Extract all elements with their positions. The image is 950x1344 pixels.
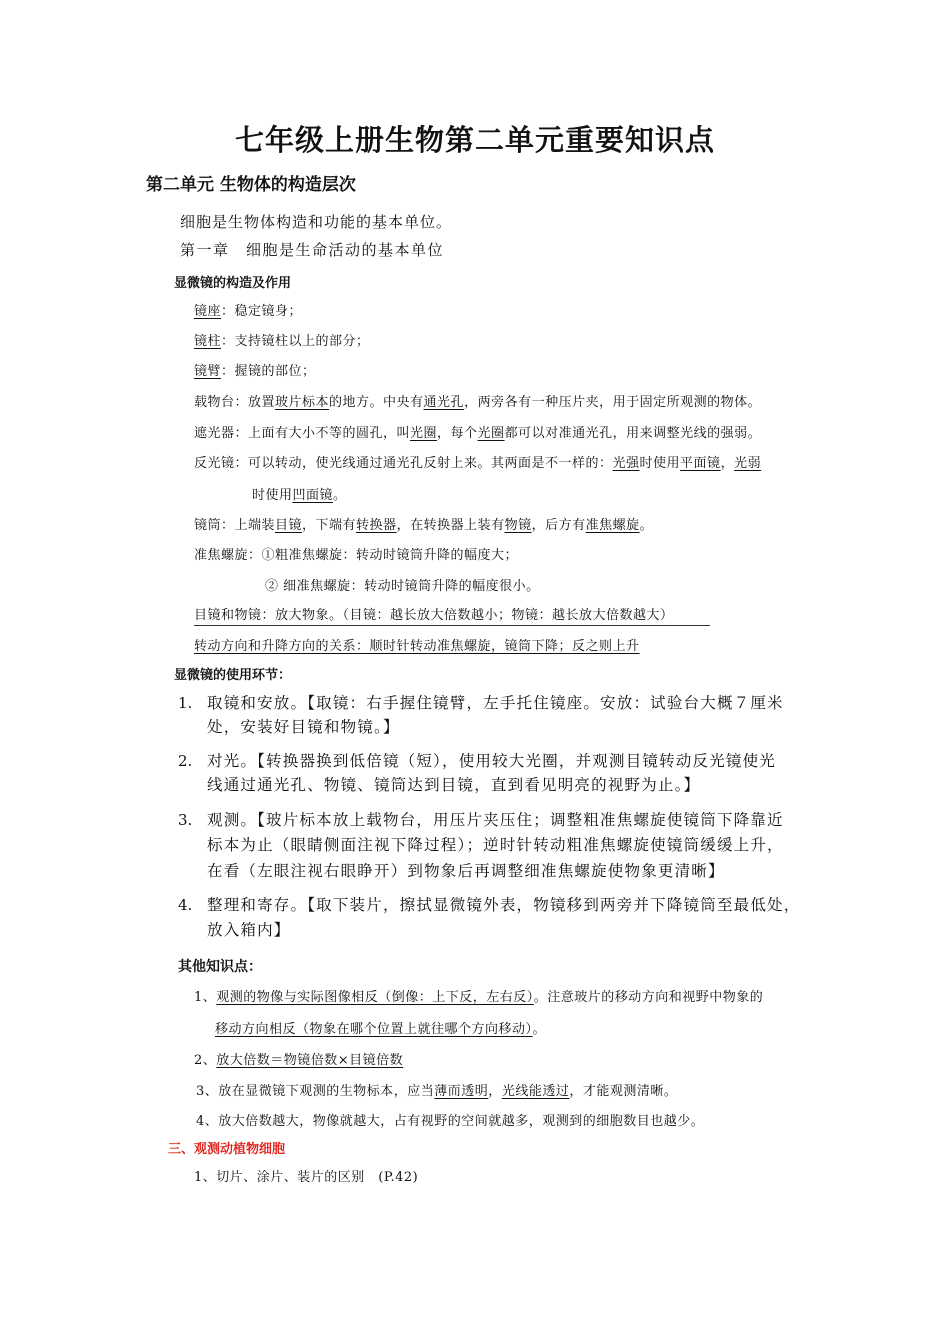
- part-zaiwutai: [194, 391, 761, 410]
- other-item-2: [194, 1049, 403, 1068]
- underlined-term: 转动方向和升降方向的关系: [194, 639, 357, 654]
- part-fanguangjing: [194, 452, 761, 471]
- part-mujing-wujing: 目镜和物镜：放大物象。（目镜：越长放大倍数越小；物镜：越长放大倍数越大）: [194, 604, 710, 626]
- step-line: 取镜和安放。【取镜：右手握住镜臂，左手托住镜座。安放：试验台大概７厘米: [207, 694, 784, 712]
- step-number: 2.: [178, 752, 193, 770]
- step-number: 4.: [178, 896, 193, 914]
- step-number: 1.: [178, 694, 193, 712]
- underlined-term: 目镜: [275, 518, 303, 533]
- underlined-text: 移动方向相反（物象在哪个位置上就往哪个方向移动）: [215, 1022, 533, 1037]
- other-item-1-cont: [215, 1018, 546, 1037]
- text: ，每个: [437, 426, 478, 441]
- text: 遮光器：上面有大小不等的圆孔，叫: [194, 426, 411, 441]
- text: ，下端有: [302, 518, 357, 533]
- term: 镜座: [194, 304, 222, 319]
- underlined-term: 平面镜: [680, 456, 721, 471]
- part-zhuandong: [194, 635, 640, 654]
- text: 3、放在显微镜下观测的生物标本，应当: [196, 1084, 435, 1099]
- part-fanguangjing-cont: [252, 484, 347, 503]
- text: 载物台：放置: [194, 395, 276, 410]
- underlined-term: 玻片标本: [275, 395, 330, 410]
- part-zhunjiao-coarse: 准焦螺旋：①粗准焦螺旋：转动时镜筒升降的幅度大；: [194, 548, 519, 563]
- step-line: 观测。【玻片标本放上载物台，用压片夹压住；调整粗准焦螺旋使镜筒下降靠近: [207, 811, 784, 829]
- underlined-text: 放大倍数＝物镜倍数×目镜倍数: [216, 1053, 404, 1068]
- term: 镜柱: [194, 334, 222, 349]
- text: 时使用: [252, 488, 293, 503]
- item-number: 2、: [194, 1053, 217, 1068]
- text: 镜筒：上端装: [194, 518, 276, 533]
- text: ，后方有: [531, 518, 586, 533]
- step-line: 放入箱内】: [207, 921, 291, 939]
- step-number: 3.: [178, 811, 193, 829]
- section-structure-heading: 显微镜的构造及作用: [174, 276, 292, 291]
- underlined-term: 通光孔: [423, 395, 465, 410]
- text: 。: [532, 1022, 547, 1037]
- section-three-item-1: 1、切片、涂片、装片的区别 (P.42): [194, 1170, 419, 1185]
- step-line: 标本为止（眼睛侧面注视下降过程）；逆时针转动粗准焦螺旋使镜筒缓缓上升，: [207, 836, 784, 854]
- underlined-term: 光弱: [734, 456, 762, 471]
- step-line: 对光。【转换器换到低倍镜（短），使用较大光圈，并观测目镜转动反光镜使光: [207, 752, 777, 770]
- text: 。: [333, 488, 347, 503]
- part-jingbi: [194, 360, 316, 379]
- text: 。: [639, 518, 654, 533]
- other-item-3: [196, 1080, 677, 1099]
- part-jingtong: [194, 514, 653, 533]
- text: ：顺时针转动准焦螺旋，镜筒下降；反之则上升: [356, 639, 640, 654]
- text: 。注意玻片的移动方向和视野中物象的: [533, 990, 764, 1005]
- chapter-heading: 第一章 细胞是生命活动的基本单位: [180, 241, 445, 259]
- unit-heading: 第二单元 生物体的构造层次: [146, 175, 356, 195]
- part-jingzhu: [194, 330, 370, 349]
- text: 时使用: [639, 456, 681, 471]
- step-line: 整理和寄存。【取下装片，擦拭显微镜外表，物镜移到两旁并下降镜筒至最低处，: [207, 896, 801, 914]
- step-line: 处，安装好目镜和物镜。】: [207, 718, 400, 736]
- section-three-heading: 三、观测动植物细胞: [168, 1142, 286, 1157]
- item-number: 1、: [194, 990, 217, 1005]
- page-title: 七年级上册生物第二单元重要知识点: [234, 123, 715, 157]
- text: 的地方。中央有: [329, 395, 424, 410]
- underlined-term: 凹面镜: [292, 488, 334, 503]
- part-zhunjiao-fine: ② 细准焦螺旋：转动时镜筒升降的幅度很小。: [265, 579, 540, 594]
- underlined-text: 观测的物像与实际图像相反（倒像：上下反，左右反）: [216, 990, 534, 1005]
- underlined-term: 转换器: [356, 518, 397, 533]
- text: ，才能观测清晰。: [569, 1084, 678, 1099]
- part-jingzuo: [194, 300, 302, 319]
- desc: ：稳定镜身；: [221, 304, 303, 319]
- underlined-text: 光线能透过: [501, 1084, 570, 1099]
- step-line: 在看（左眼注视右眼睁开）到物象后再调整细准焦螺旋使物象更清晰】: [207, 862, 725, 880]
- underlined-term: 准焦螺旋: [585, 518, 640, 533]
- intro-text: 细胞是生物体构造和功能的基本单位。: [180, 213, 453, 231]
- other-item-4: 4、放大倍数越大，物像就越大，占有视野的空间就越多，观测到的细胞数目也越少。: [196, 1114, 705, 1129]
- text: 都可以对准通光孔，用来调整光线的强弱。: [504, 426, 762, 441]
- text: 反光镜：可以转动，使光线通过通光孔反射上来。其两面是不一样的：: [194, 456, 613, 471]
- underlined-term: 物镜: [504, 518, 532, 533]
- text: ，: [488, 1084, 502, 1099]
- underlined-term: 光圈: [477, 426, 505, 441]
- step-line: 线通过通光孔、物镜、镜筒达到目镜，直到看见明亮的视野为止。】: [207, 776, 701, 794]
- part-zheguangqi: [194, 422, 761, 441]
- underlined-term: 光圈: [410, 426, 438, 441]
- other-item-1: [194, 986, 763, 1005]
- section-other-heading: 其他知识点：: [178, 959, 262, 975]
- text: ，: [720, 456, 735, 471]
- section-usage-heading: 显微镜的使用环节：: [174, 668, 292, 683]
- desc: ：支持镜柱以上的部分；: [221, 334, 370, 349]
- text: ，在转换器上装有: [396, 518, 505, 533]
- term: 镜臂: [194, 364, 222, 379]
- underlined-term: 光强: [612, 456, 640, 471]
- desc: ：握镜的部位；: [221, 364, 316, 379]
- text: ，两旁各有一种压片夹，用于固定所观测的物体。: [464, 395, 762, 410]
- underlined-text: 薄而透明: [434, 1084, 489, 1099]
